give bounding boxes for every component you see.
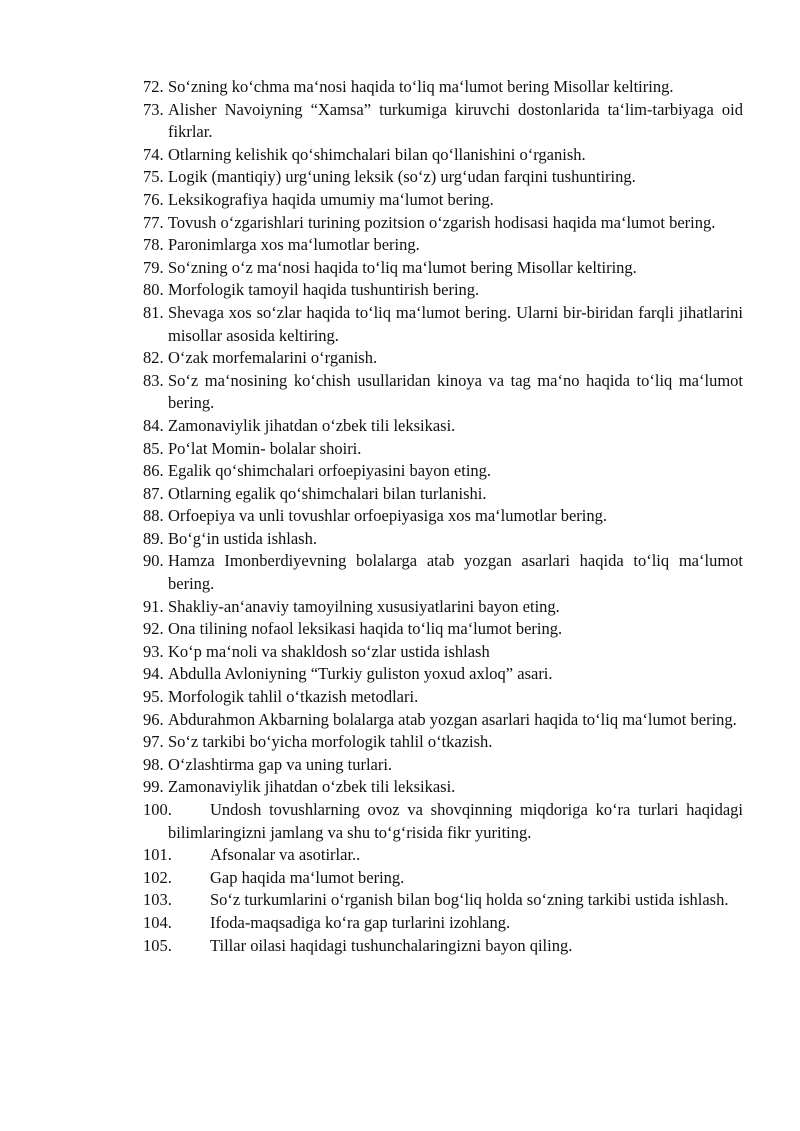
list-item: [143, 302, 743, 347]
item-text: Orfoepiya va unli tovushlar orfoepiyasiga xos ma‘lumotlar bering.: [168, 506, 607, 526]
item-number: 96.: [143, 709, 164, 729]
item-text: Gap haqida ma‘lumot bering.: [210, 867, 405, 887]
item-number: 84.: [143, 415, 164, 435]
item-text: So‘z tarkibi bo‘yicha morfologik tahlil o‘tkazish.: [168, 732, 493, 752]
item-number: 73.: [143, 99, 164, 119]
item-text: Ona tilining nofaol leksikasi haqida to‘liq ma‘lumot bering.: [168, 619, 563, 639]
list-item: [143, 867, 743, 890]
item-text: So‘zning ko‘chma ma‘nosi haqida to‘liq ma‘lumot bering Misollar keltiring.: [168, 77, 674, 96]
list-item: [143, 889, 743, 912]
item-text: Ifoda-maqsadiga ko‘ra gap turlarini izohlang.: [210, 912, 511, 932]
item-text: Zamonaviylik jihatdan o‘zbek tili leksikasi.: [168, 415, 456, 435]
item-number: 89.: [143, 528, 164, 548]
item-number: 102.: [143, 867, 172, 887]
item-number: 95.: [143, 687, 164, 707]
item-number: 79.: [143, 257, 164, 277]
item-number: 77.: [143, 212, 164, 232]
item-text: Shevaga xos so‘zlar haqida to‘liq ma‘lumot bering. Ularni bir-biridan farqli jihatlarini misollar asosida keltiring.: [168, 302, 743, 345]
item-text: Tillar oilasi haqidagi tushunchalaringizni bayon qiling.: [210, 935, 573, 955]
list-item: [143, 550, 743, 595]
item-text: O‘zak morfemalarini o‘rganish.: [168, 348, 378, 368]
list-item: [143, 776, 743, 799]
list-item: [143, 99, 743, 144]
item-text: Shakliy-an‘anaviy tamoyilning xususiyatlarini bayon eting.: [168, 596, 560, 616]
item-text: Abdulla Avloniyning “Turkiy guliston yoxud axloq” asari.: [168, 664, 553, 684]
item-text: Zamonaviylik jihatdan o‘zbek tili leksikasi.: [168, 777, 456, 797]
item-text: Bo‘g‘in ustida ishlash.: [168, 528, 317, 548]
list-item: [143, 189, 743, 212]
item-number: 94.: [143, 664, 164, 684]
item-number: 72.: [143, 77, 164, 96]
list-item: [143, 844, 743, 867]
item-text: Morfologik tamoyil haqida tushuntirish bering.: [168, 280, 480, 300]
item-text: Otlarning kelishik qo‘shimchalari bilan qo‘llanishini o‘rganish.: [168, 144, 586, 164]
list-item: [143, 234, 743, 257]
item-number: 86.: [143, 461, 164, 481]
list-item: [143, 618, 743, 641]
item-number: 93.: [143, 641, 164, 661]
item-text: Afsonalar va asotirlar..: [210, 845, 361, 865]
item-number: 99.: [143, 777, 164, 797]
item-text: O‘zlashtirma gap va uning turlari.: [168, 754, 393, 774]
item-number: 85.: [143, 438, 164, 458]
item-number: 87.: [143, 483, 164, 503]
item-number: 78.: [143, 235, 164, 255]
list-item: [143, 347, 743, 370]
item-number: 76.: [143, 189, 164, 209]
list-item: [143, 483, 743, 506]
item-text: Paronimlarga xos ma‘lumotlar bering.: [168, 235, 420, 255]
list-item: [143, 166, 743, 189]
item-text: Egalik qo‘shimchalari orfoepiyasini bayon eting.: [168, 461, 492, 481]
list-item: [143, 460, 743, 483]
list-item: [143, 731, 743, 754]
item-number: 91.: [143, 596, 164, 616]
item-text: So‘zning o‘z ma‘nosi haqida to‘liq ma‘lumot bering Misollar keltiring.: [168, 257, 637, 277]
item-text: Leksikografiya haqida umumiy ma‘lumot bering.: [168, 189, 494, 209]
item-number: 97.: [143, 732, 164, 752]
list-item: [143, 279, 743, 302]
item-number: 81.: [143, 302, 164, 322]
item-number: 100.: [143, 800, 172, 819]
item-text: So‘z ma‘nosining ko‘chish usullaridan kinoya va tag ma‘no haqida to‘liq ma‘lumot bering.: [168, 370, 743, 413]
item-number: 83.: [143, 370, 164, 390]
list-item: [143, 709, 743, 732]
list-item: [143, 528, 743, 551]
list-item: [143, 686, 743, 709]
list-item: [143, 257, 743, 280]
list-item: [143, 438, 743, 461]
item-text: Undosh tovushlarning ovoz va shovqinning miqdoriga ko‘ra turlari haqidagi bilimlaringizni jamlang va shu to‘g‘risida fikr yuriting.: [168, 800, 743, 842]
item-number: 98.: [143, 754, 164, 774]
item-number: 75.: [143, 167, 164, 187]
item-number: 82.: [143, 348, 164, 368]
item-text: Po‘lat Momin- bolalar shoiri.: [168, 438, 362, 458]
item-text: Hamza Imonberdiyevning bolalarga atab yozgan asarlari haqida to‘liq ma‘lumot bering.: [168, 551, 743, 594]
item-text: Abdurahmon Akbarning bolalarga atab yozgan asarlari haqida to‘liq ma‘lumot bering.: [168, 709, 737, 729]
list-item: [143, 144, 743, 167]
item-text: Morfologik tahlil o‘tkazish metodlari.: [168, 687, 419, 707]
question-list: [143, 76, 743, 957]
list-item: [143, 370, 743, 415]
list-item: [143, 912, 743, 935]
item-text: Otlarning egalik qo‘shimchalari bilan turlanishi.: [168, 483, 487, 503]
item-number: 103.: [143, 890, 172, 910]
item-text: Ko‘p ma‘noli va shakldosh so‘zlar ustida ishlash: [168, 641, 490, 661]
list-item: [143, 754, 743, 777]
item-number: 88.: [143, 506, 164, 526]
list-item: [143, 76, 743, 99]
list-item: [143, 663, 743, 686]
item-number: 105.: [143, 935, 172, 955]
item-number: 92.: [143, 619, 164, 639]
item-number: 80.: [143, 280, 164, 300]
item-text: Logik (mantiqiy) urg‘uning leksik (so‘z) urg‘udan farqini tushuntiring.: [168, 167, 636, 187]
list-item: [143, 935, 743, 958]
item-number: 74.: [143, 144, 164, 164]
list-item: [143, 505, 743, 528]
list-item: [143, 212, 743, 235]
item-number: 101.: [143, 845, 172, 865]
list-item: [143, 799, 743, 844]
list-item: [143, 641, 743, 664]
item-text: Alisher Navoiyning “Xamsa” turkumiga kiruvchi dostonlarida ta‘lim-tarbiyaga oid fikrlar.: [168, 99, 743, 142]
list-item: [143, 415, 743, 438]
item-text: Tovush o‘zgarishlari turining pozitsion o‘zgarish hodisasi haqida ma‘lumot bering.: [168, 212, 716, 232]
item-text: So‘z turkumlarini o‘rganish bilan bog‘liq holda so‘zning tarkibi ustida ishlash.: [210, 890, 729, 910]
item-number: 90.: [143, 551, 164, 571]
item-number: 104.: [143, 912, 172, 932]
list-item: [143, 596, 743, 619]
